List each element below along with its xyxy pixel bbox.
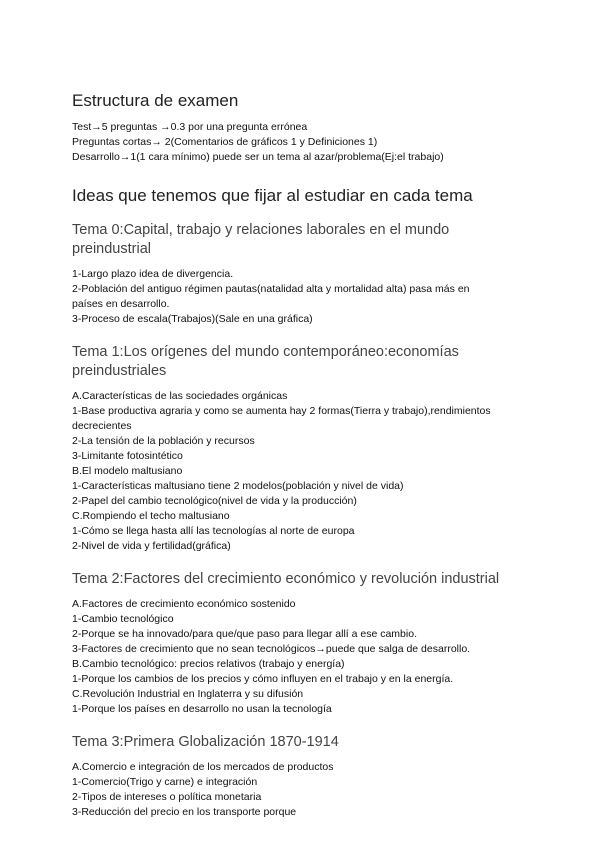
tema-1-line: B.El modelo maltusiano bbox=[72, 465, 183, 477]
tema-1-line: 1-Características maltusiano tiene 2 modelos(población y nivel de vida) bbox=[72, 480, 404, 492]
tema-3-line: A.Comercio e integración de los mercados de productos bbox=[72, 761, 334, 773]
tema-3-line: 1-Comercio(Trigo y carne) e integración bbox=[72, 776, 258, 788]
document-page bbox=[72, 90, 532, 836]
section-tema-1 bbox=[72, 343, 532, 554]
tema-1-line: 2-Papel del cambio tecnológico(nivel de vida y la producción) bbox=[72, 495, 357, 507]
tema-2-line: 1-Cambio tecnológico bbox=[72, 613, 174, 625]
tema-1-line: 2-Nivel de vida y fertilidad(gráfica) bbox=[72, 540, 231, 552]
tema-3-line: 3-Reducción del precio en los transporte porque bbox=[72, 806, 297, 818]
tema-2-line: 2-Porque se ha innovado/para que/que paso para llegar allí a ese cambio. bbox=[72, 628, 417, 640]
section-tema-2 bbox=[72, 570, 532, 717]
tema-2-line: B.Cambio tecnológico: precios relativos (trabajo y energía) bbox=[72, 658, 345, 670]
tema-2-line: A.Factores de crecimiento económico sostenido bbox=[72, 598, 296, 610]
tema-0-line: 1-Largo plazo idea de divergencia. bbox=[72, 268, 234, 280]
tema-1-line: 2-La tensión de la población y recursos bbox=[72, 435, 255, 447]
tema-1-line: 1-Cómo se llega hasta allí las tecnologías al norte de europa bbox=[72, 525, 355, 537]
section-estructura bbox=[72, 90, 532, 165]
tema-1-line: A.Características de las sociedades orgánicas bbox=[72, 390, 288, 402]
tema-2-line: C.Revolución Industrial en Inglaterra y su difusión bbox=[72, 688, 304, 700]
tema-1-line: 1-Base productiva agraria y como se aumenta hay 2 formas(Tierra y trabajo),rendimientos bbox=[72, 405, 491, 417]
section-tema-0 bbox=[72, 221, 532, 327]
tema-2-line: 1-Porque los cambios de los precios y cómo influyen en el trabajo y en la energía. bbox=[72, 673, 454, 685]
tema-1-line: C.Rompiendo el techo maltusiano bbox=[72, 510, 230, 522]
estructura-title: Estructura de examen bbox=[72, 91, 239, 110]
estructura-line: Preguntas cortas→ 2(Comentarios de gráficos 1 y Definiciones 1) bbox=[72, 136, 378, 148]
section-tema-3 bbox=[72, 733, 532, 820]
estructura-line: Desarrollo→1(1 cara mínimo) puede ser un tema al azar/problema(Ej:el trabajo) bbox=[72, 151, 444, 163]
tema-0-title: Tema 0:Capital, trabajo y relaciones laborales en el mundo preindustrial bbox=[72, 222, 450, 257]
tema-3-title: Tema 3:Primera Globalización 1870-1914 bbox=[72, 734, 339, 750]
tema-3-line: 2-Tipos de intereses o política monetaria bbox=[72, 791, 262, 803]
tema-1-line: decrecientes bbox=[72, 420, 132, 432]
tema-0-line: países en desarrollo. bbox=[72, 298, 170, 310]
tema-2-title: Tema 2:Factores del crecimiento económico y revolución industrial bbox=[72, 571, 500, 587]
tema-2-line: 3-Factores de crecimiento que no sean tecnológicos→puede que salga de desarrollo. bbox=[72, 643, 471, 655]
estructura-line: Test→5 preguntas →0.3 por una pregunta errónea bbox=[72, 121, 308, 133]
ideas-title: Ideas que tenemos que fijar al estudiar en cada tema bbox=[72, 186, 473, 205]
tema-1-line: 3-Limitante fotosintético bbox=[72, 450, 183, 462]
tema-1-title: Tema 1:Los orígenes del mundo contemporáneo:economías preindustriales bbox=[72, 344, 459, 379]
tema-2-line: 1-Porque los países en desarrollo no usan la tecnología bbox=[72, 703, 332, 715]
tema-0-line: 2-Población del antiguo régimen pautas(natalidad alta y mortalidad alta) pasa más en bbox=[72, 283, 470, 295]
tema-0-line: 3-Proceso de escala(Trabajos)(Sale en una gráfica) bbox=[72, 313, 313, 325]
